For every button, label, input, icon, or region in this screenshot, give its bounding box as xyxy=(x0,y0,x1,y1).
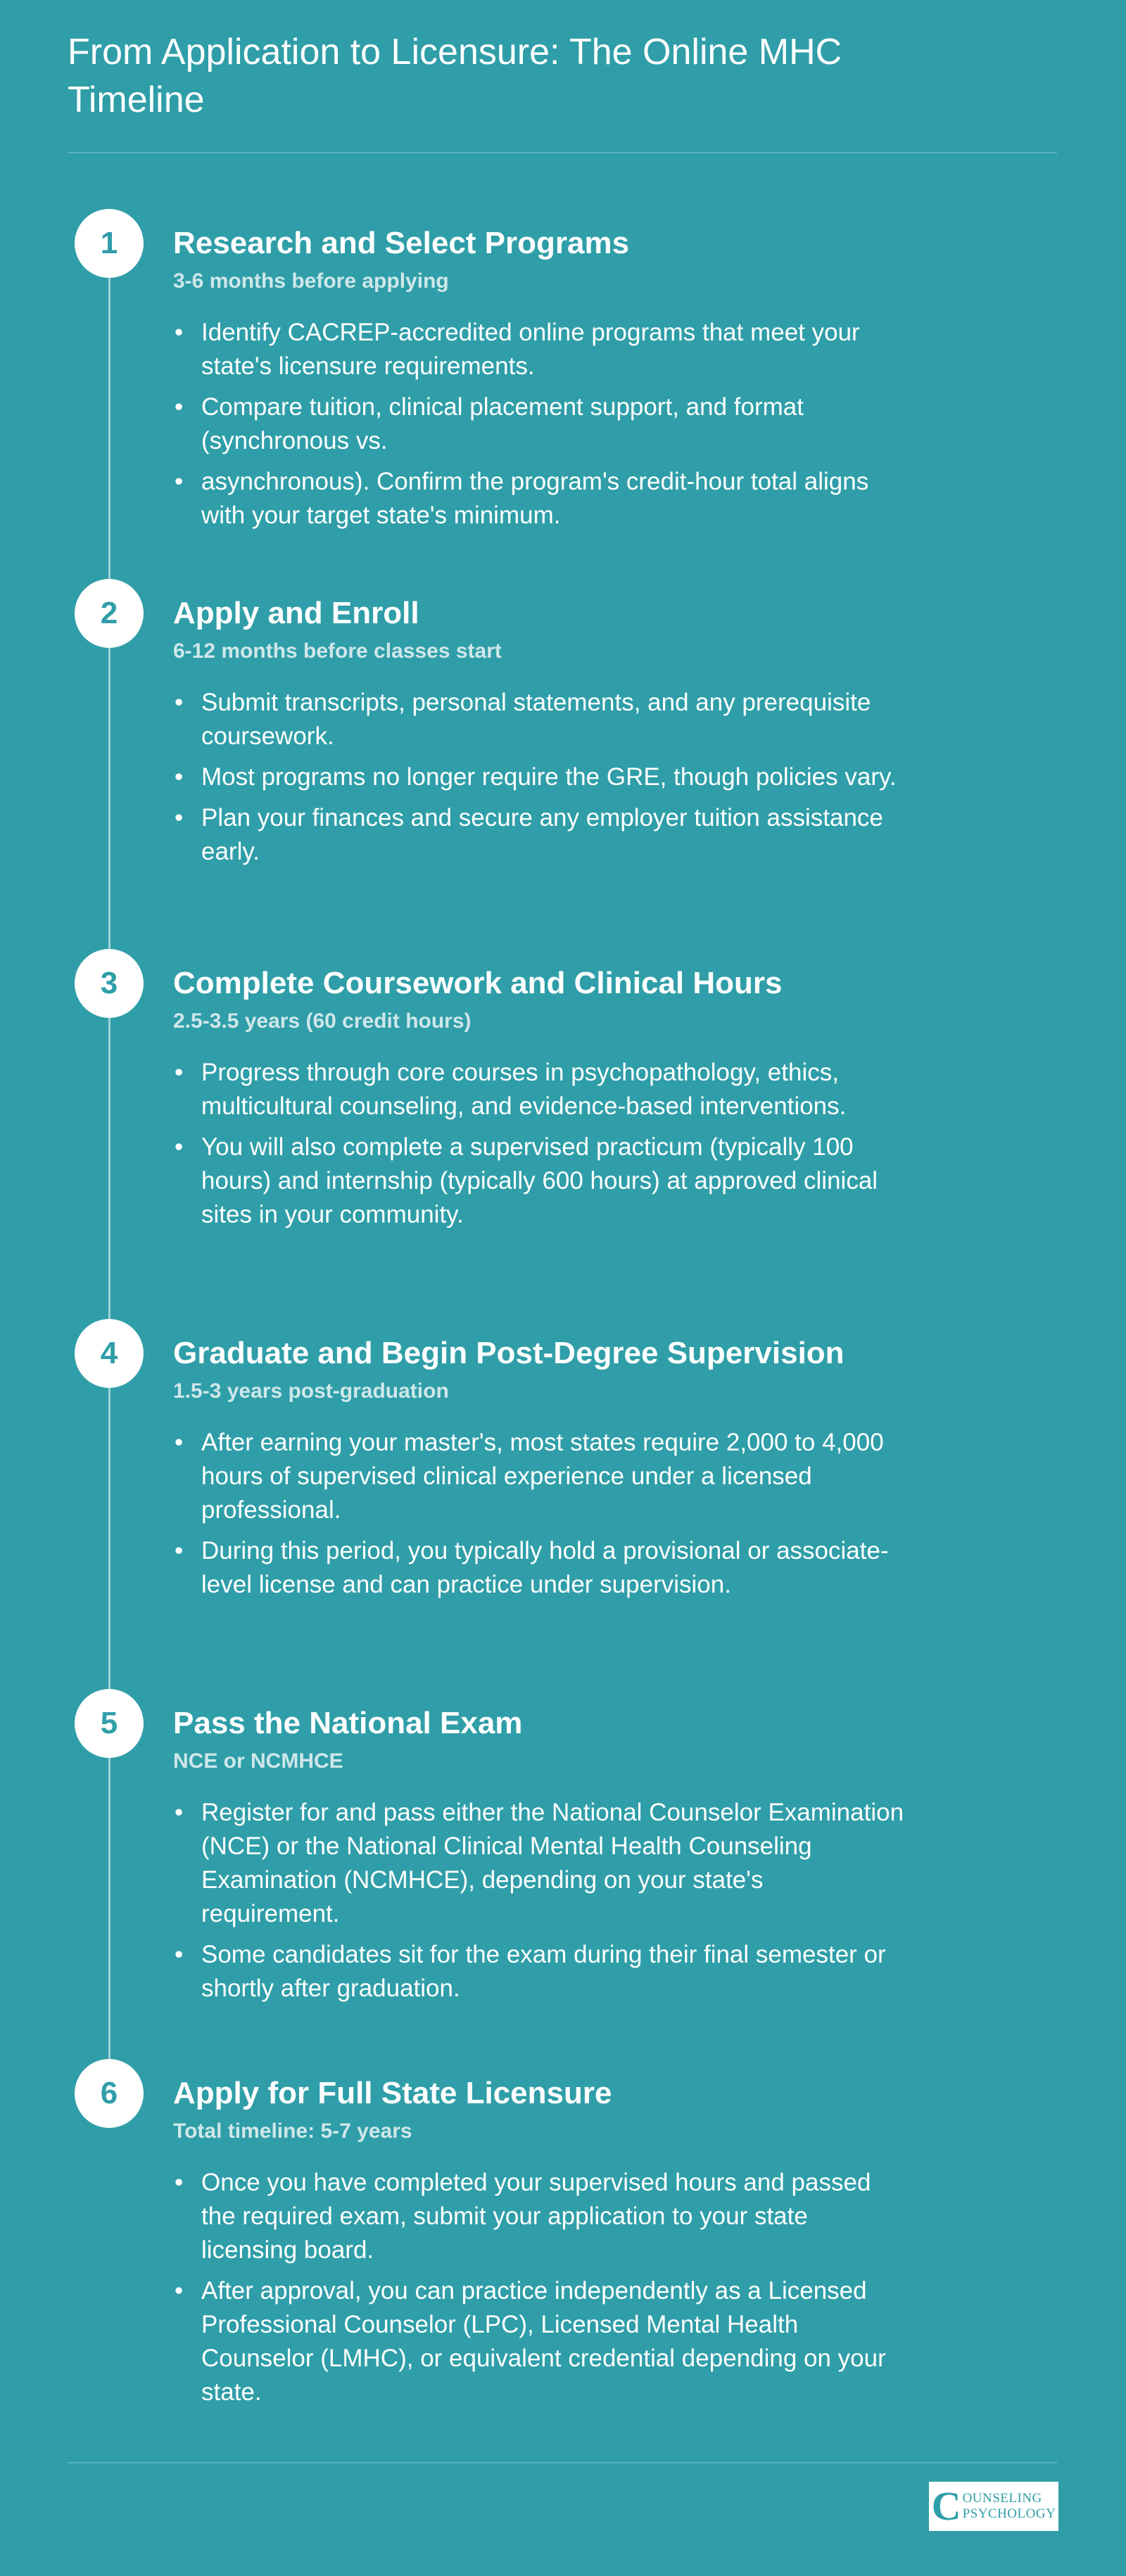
header-divider xyxy=(68,152,1057,153)
step-bullet: • You will also complete a supervised practicum (typically 100 hours) and internship (typically 600 hours) at approved clinical sites in your community. xyxy=(173,1130,905,1232)
step-content xyxy=(173,2059,905,2416)
step-bullet: • After approval, you can practice independently as a Licensed Professional Counselor (LPC), Licensed Mental Health Counselor (LMHC), or equivalent credential depending on your state. xyxy=(173,2274,905,2409)
step-bullet: • After earning your master's, most states require 2,000 to 4,000 hours of supervised clinical experience under a licensed professional. xyxy=(173,1426,905,1527)
step-timeframe: 1.5-3 years post-graduation xyxy=(173,1379,449,1403)
step-title: Apply and Enroll xyxy=(173,596,419,630)
footer-divider xyxy=(68,2462,1057,2463)
logo-wordmark xyxy=(963,2491,1056,2522)
step-bullet-list xyxy=(173,1796,905,2006)
step-bullet: • During this period, you typically hold a provisional or associate-level license and can practice under supervision. xyxy=(173,1534,905,1602)
step-title: Apply for Full State Licensure xyxy=(173,2076,612,2110)
step-bullet-list xyxy=(173,1056,905,1232)
step-timeframe: 3-6 months before applying xyxy=(173,269,449,293)
step-bullet: • Most programs no longer require the GRE, though policies vary. xyxy=(173,760,905,794)
step-number-badge: 5 xyxy=(75,1689,144,1758)
step-bullet: • Plan your finances and secure any employer tuition assistance early. xyxy=(173,801,905,869)
step-timeframe: 2.5-3.5 years (60 credit hours) xyxy=(173,1009,472,1033)
step-bullet: • Identify CACREP-accredited online programs that meet your state's licensure requirements. xyxy=(173,316,905,383)
step-bullet: • Register for and pass either the National Counselor Examination (NCE) or the National Clinical Mental Health Counseling Examination (NCMHCE), depending on your state's requirement. xyxy=(173,1796,905,1931)
step-bullet: • Once you have completed your supervised hours and passed the required exam, submit your application to your state licensing board. xyxy=(173,2166,905,2267)
step-bullet: • asynchronous). Confirm the program's credit-hour total aligns with your target state's minimum. xyxy=(173,465,905,533)
counseling-psychology-logo xyxy=(929,2482,1058,2531)
logo-line-2: PSYCHOLOGY xyxy=(962,2506,1056,2521)
step-timeframe: 6-12 months before classes start xyxy=(173,639,502,663)
step-title: Graduate and Begin Post-Degree Supervision xyxy=(173,1336,844,1370)
step-bullet: • Progress through core courses in psychopathology, ethics, multicultural counseling, and evidence-based interventions. xyxy=(173,1056,905,1123)
step-number-badge: 4 xyxy=(75,1319,144,1388)
step-content xyxy=(173,1689,905,2013)
step-content xyxy=(173,949,905,1239)
step-title: Complete Coursework and Clinical Hours xyxy=(173,966,783,1000)
step-number-badge: 2 xyxy=(75,579,144,648)
logo-mark: C xyxy=(931,2483,961,2529)
logo-line-1: OUNSELING xyxy=(962,2491,1042,2506)
step-content xyxy=(173,209,905,540)
step-bullet: • Some candidates sit for the exam during their final semester or shortly after graduation. xyxy=(173,1938,905,2006)
step-bullet-list xyxy=(173,2166,905,2409)
step-number-badge: 3 xyxy=(75,949,144,1018)
step-bullet: • Compare tuition, clinical placement support, and format (synchronous vs. xyxy=(173,390,905,458)
step-number-badge: 1 xyxy=(75,209,144,278)
step-content xyxy=(173,1319,905,1609)
timeline-line xyxy=(108,243,110,2096)
step-bullet-list xyxy=(173,316,905,533)
page-title: From Application to Licensure: The Online MHC Timeline xyxy=(68,32,842,120)
step-number-badge: 6 xyxy=(75,2059,144,2128)
step-title: Research and Select Programs xyxy=(173,226,630,260)
step-content xyxy=(173,579,905,876)
step-timeframe: Total timeline: 5-7 years xyxy=(173,2119,412,2143)
step-timeframe: NCE or NCMHCE xyxy=(173,1749,343,1773)
step-bullet-list xyxy=(173,1426,905,1602)
step-bullet: • Submit transcripts, personal statements, and any prerequisite coursework. xyxy=(173,686,905,753)
step-bullet-list xyxy=(173,686,905,869)
step-title: Pass the National Exam xyxy=(173,1706,523,1740)
